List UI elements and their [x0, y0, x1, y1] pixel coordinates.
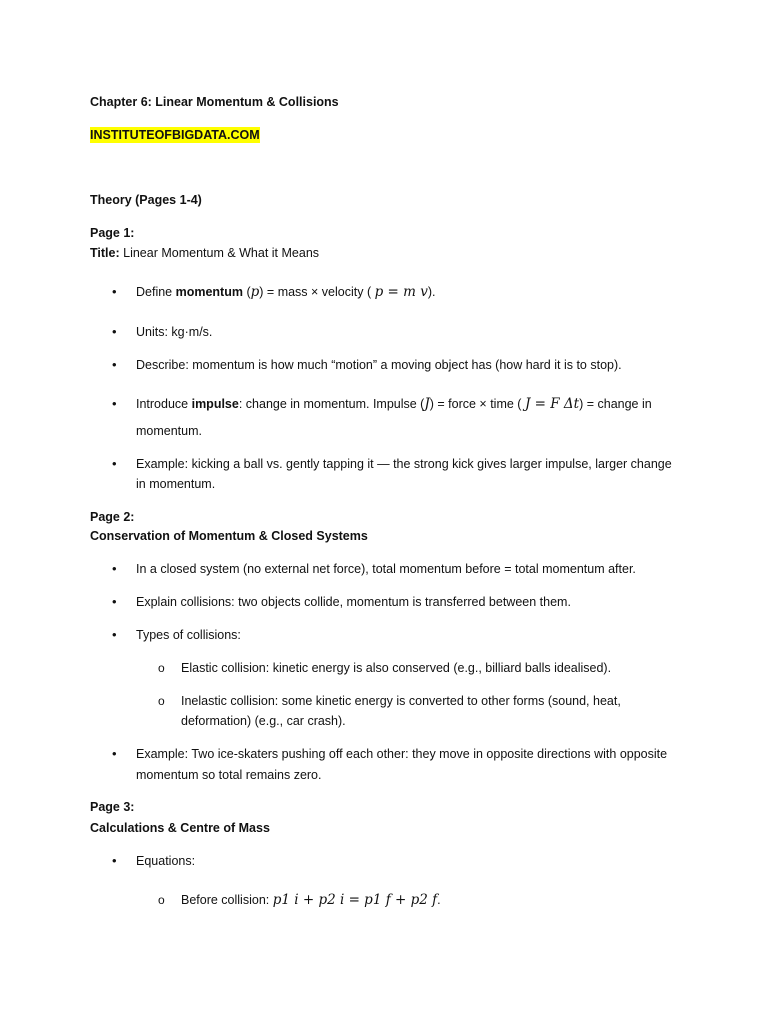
p1-b4-mid1: : change in momentum. Impulse (	[238, 397, 425, 411]
sub-bullet-icon: o	[158, 893, 165, 907]
page1-title-text: Linear Momentum & What it Means	[119, 246, 320, 260]
p1-b4-sym: J	[424, 396, 430, 412]
bullet-icon: •	[112, 357, 117, 372]
page3-heading: Page 3:	[90, 800, 135, 814]
page3-title: Calculations & Centre of Mass	[90, 821, 270, 835]
p1-bullet-units: Units: kg·m/s.	[136, 325, 213, 339]
p1-bullet-example: Example: kicking a ball vs. gently tapping it — the strong kick gives larger impulse, larger change	[136, 457, 672, 471]
bullet-icon: •	[112, 853, 117, 868]
p1-b4-bold: impulse	[191, 397, 239, 411]
p2-sub-elastic: Elastic collision: kinetic energy is also conserved (e.g., billiard balls idealised).	[181, 661, 612, 675]
sub-bullet-icon: o	[158, 661, 165, 675]
p3-sub-before-collision	[181, 890, 701, 910]
p1-bullet-momentum	[136, 282, 696, 302]
bullet-icon: •	[112, 627, 117, 642]
bullet-icon: •	[112, 396, 117, 411]
p3-s1-end: .	[437, 893, 441, 907]
p1-b1-pre: Define	[136, 285, 176, 299]
bullet-icon: •	[112, 746, 117, 761]
p1-bullet-describe: Describe: momentum is how much “motion” a moving object has (how hard it is to stop).	[136, 358, 622, 372]
page2-heading: Page 2:	[90, 510, 135, 524]
p2-sub-inelastic: Inelastic collision: some kinetic energy is converted to other forms (sound, heat,	[181, 694, 621, 708]
p1-bullet-impulse-cont: momentum.	[136, 424, 202, 438]
p3-bullet-equations: Equations:	[136, 854, 196, 868]
p2-bullet-types: Types of collisions:	[136, 628, 241, 642]
bullet-icon: •	[112, 456, 117, 471]
p1-b1-mid2: ) = mass × velocity (	[259, 285, 375, 299]
p1-bullet-impulse	[136, 394, 696, 414]
p1-b4-end: ) = change in	[579, 397, 652, 411]
p1-b4-eq: J = F Δt	[524, 396, 580, 412]
p1-b1-mid1: (	[242, 285, 251, 299]
bullet-icon: •	[112, 561, 117, 576]
p2-bullet-closed-system: In a closed system (no external net force), total momentum before = total momentum after.	[136, 562, 636, 576]
p2-bullet-example-cont: momentum so total remains zero.	[136, 768, 322, 782]
p2-bullet-collisions: Explain collisions: two objects collide, momentum is transferred between them.	[136, 595, 571, 609]
p1-b4-mid2: ) = force × time (	[429, 397, 525, 411]
bullet-icon: •	[112, 284, 117, 299]
p1-b1-sym: p	[250, 284, 260, 300]
bullet-icon: •	[112, 594, 117, 609]
bullet-icon: •	[112, 324, 117, 339]
theory-heading: Theory (Pages 1-4)	[90, 193, 202, 207]
p1-b1-end: ).	[427, 285, 436, 299]
p1-b4-pre: Introduce	[136, 397, 192, 411]
page2-title: Conservation of Momentum & Closed Systems	[90, 529, 368, 543]
p3-s1-eq: p1 i + p2 i = p1 f + p2 f	[272, 892, 438, 908]
chapter-title: Chapter 6: Linear Momentum & Collisions	[90, 95, 339, 109]
p1-b1-eq: p = m v	[374, 284, 428, 300]
site-link-line	[90, 126, 260, 144]
p1-b1-bold: momentum	[175, 285, 243, 299]
site-link[interactable]: INSTITUTEOFBIGDATA.COM	[90, 128, 260, 142]
p2-sub-inelastic-cont: deformation) (e.g., car crash).	[181, 714, 346, 728]
page1-heading: Page 1:	[90, 226, 135, 240]
p1-bullet-example-cont: in momentum.	[136, 477, 216, 491]
p2-bullet-example: Example: Two ice-skaters pushing off each other: they move in opposite directions with opposite	[136, 747, 668, 761]
page1-title-line	[90, 244, 319, 262]
p3-s1-label: Before collision:	[181, 893, 273, 907]
sub-bullet-icon: o	[158, 694, 165, 708]
page1-title-label: Title:	[90, 246, 120, 260]
